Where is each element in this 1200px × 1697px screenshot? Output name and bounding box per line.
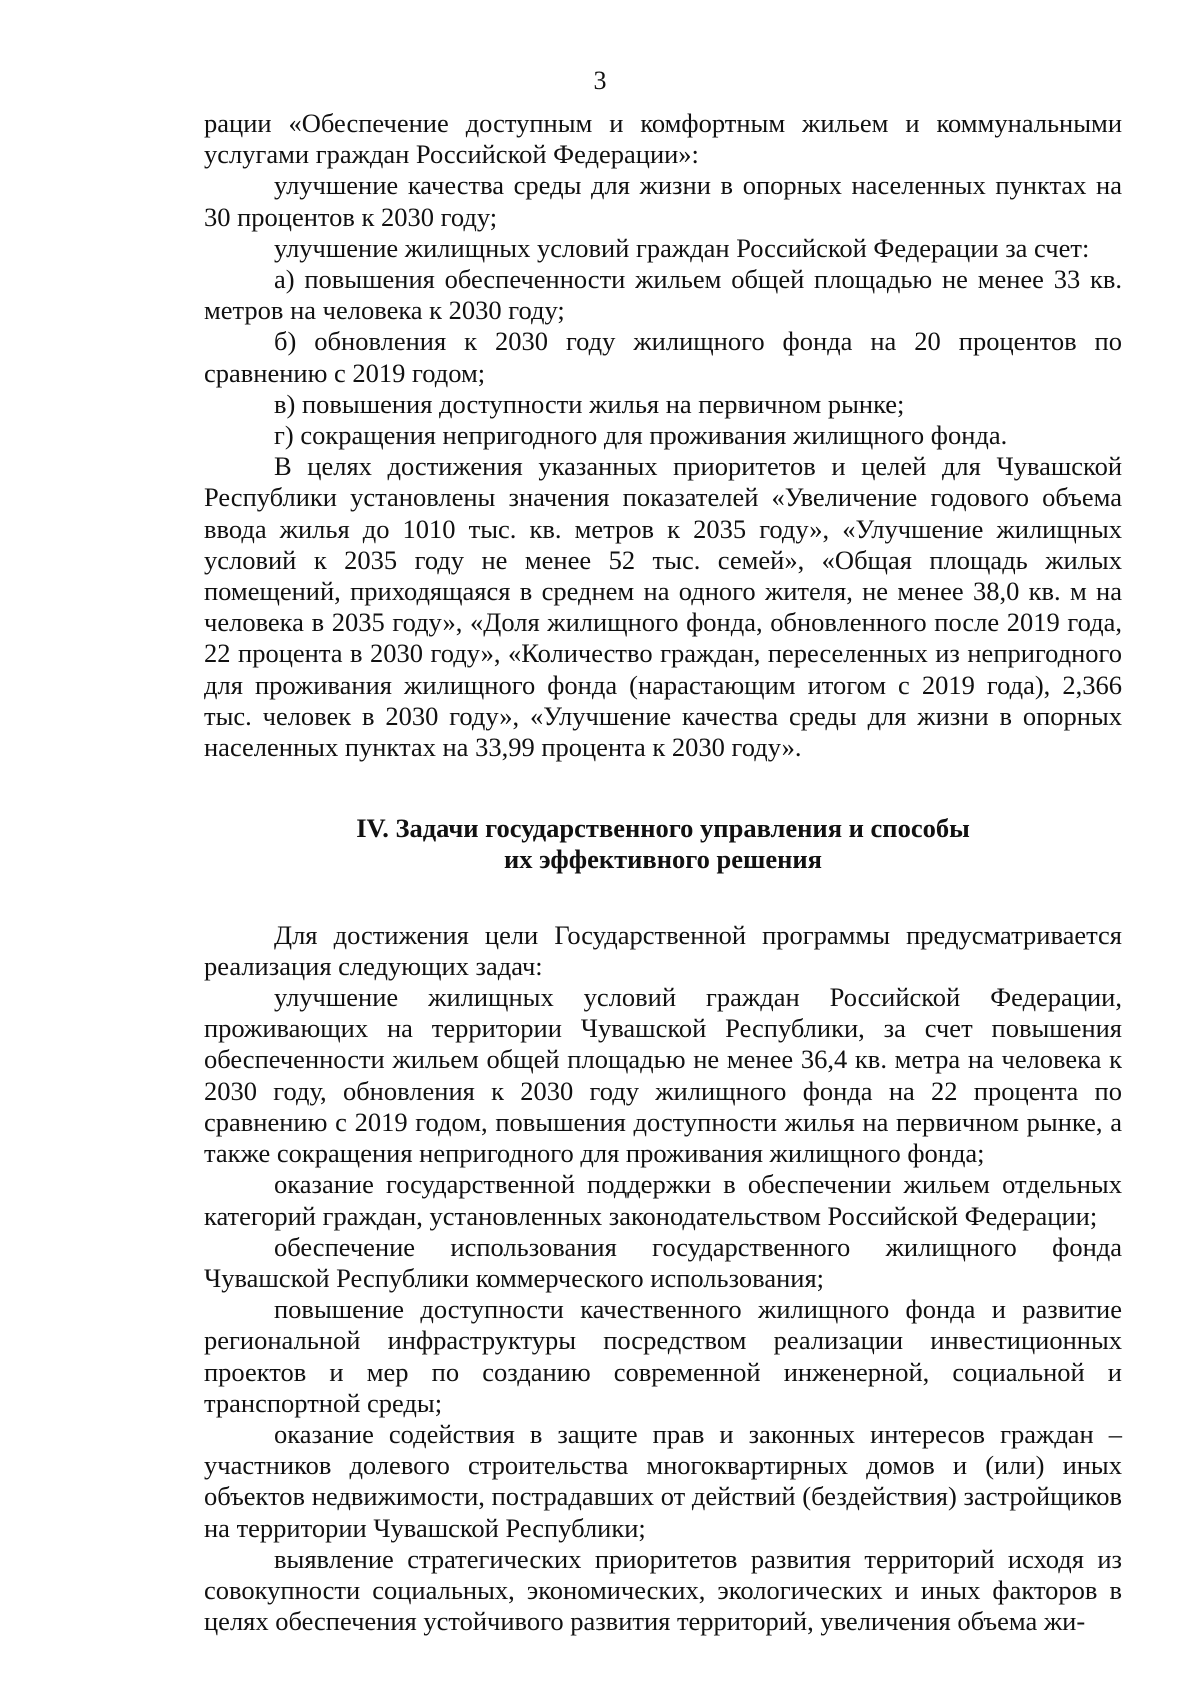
task-item: обеспечение использования государственного жилищного фонда Чувашской Республики коммерческого использования; [204, 1231, 1122, 1293]
page-number: 3 [593, 66, 607, 95]
section-heading [204, 813, 1122, 875]
goal-subitem: в) повышения доступности жилья на первичном рынке; [274, 388, 905, 419]
goal-subitem: б) обновления к 2030 году жилищного фонда на 20 процентов по сравнению с 2019 годом; [204, 326, 1122, 388]
goal-subitem: а) повышения обеспеченности жильем общей площадью не менее 33 кв. метров на человека к 2030 году; [204, 264, 1122, 326]
section-heading-line-1: IV. Задачи государственного управления и способы [356, 813, 970, 844]
intro-continuation: рации «Обеспечение доступным и комфортным жильем и коммунальными услугами граждан Российской Федерации»: [204, 108, 1122, 170]
goal-subitem: г) сокращения непригодного для проживания жилищного фонда. [274, 420, 1008, 451]
task-item: улучшение жилищных условий граждан Российской Федерации, проживающих на территории Чувашской Республики, за счет повышения обеспеченности жильем общей площадью не менее 36,4 кв. метра на человека к 2030 году, обновления к 2030 году жилищного фонда на 22 процента по сравнению с 2019 годом, повышения доступности жилья на первичном рынке, а также сокращения непригодного для проживания жилищного фонда; [204, 982, 1122, 1169]
section-paragraph: Для достижения цели Государственной программы предусматривается реализация следующих задач: [204, 919, 1122, 981]
task-item: оказание государственной поддержки в обеспечении жильем отдельных категорий граждан, установленных законодательством Российской Федерации; [204, 1169, 1122, 1231]
document-body [204, 108, 1122, 1637]
indicators-paragraph: В целях достижения указанных приоритетов и целей для Чувашской Республики установлены значения показателей «Увеличение годового объема ввода жилья до 1010 тыс. кв. метров к 2035 году», «Улучшение жилищных условий к 2035 году не менее 52 тыс. семей», «Общая площадь жилых помещений, приходящаяся в среднем на одного жителя, не менее 38,0 кв. м на человека в 2035 году», «Доля жилищного фонда, обновленного после 2019 года, 22 процента в 2030 году», «Количество граждан, переселенных из непригодного для проживания жилищного фонда (нарастающим итогом с 2019 года), 2,366 тыс. человек в 2030 году», «Улучшение качества среды для жизни в опорных населенных пунктах на 33,99 процента к 2030 году». [204, 451, 1122, 763]
task-item: оказание содействия в защите прав и законных интересов граждан – участников долевого строительства многоквартирных домов и (или) иных объектов недвижимости, пострадавших от действий (бездействия) застройщиков на территории Чувашской Республики; [204, 1418, 1122, 1543]
section-heading-line-2: их эффективного решения [503, 844, 822, 875]
task-item: повышение доступности качественного жилищного фонда и развитие региональной инфраструктуры посредством реализации инвестиционных проектов и мер по созданию современной инженерной, социальной и транспортной среды; [204, 1294, 1122, 1418]
goal-item: улучшение качества среды для жизни в опорных населенных пунктах на 30 процентов к 2030 году; [204, 170, 1122, 232]
goal-item: улучшение жилищных условий граждан Российской Федерации за счет: [274, 232, 1090, 263]
task-item: выявление стратегических приоритетов развития территорий исходя из совокупности социальных, экономических, экологических и иных факторов в целях обеспечения устойчивого развития территорий, увеличения объема жи- [204, 1543, 1122, 1637]
